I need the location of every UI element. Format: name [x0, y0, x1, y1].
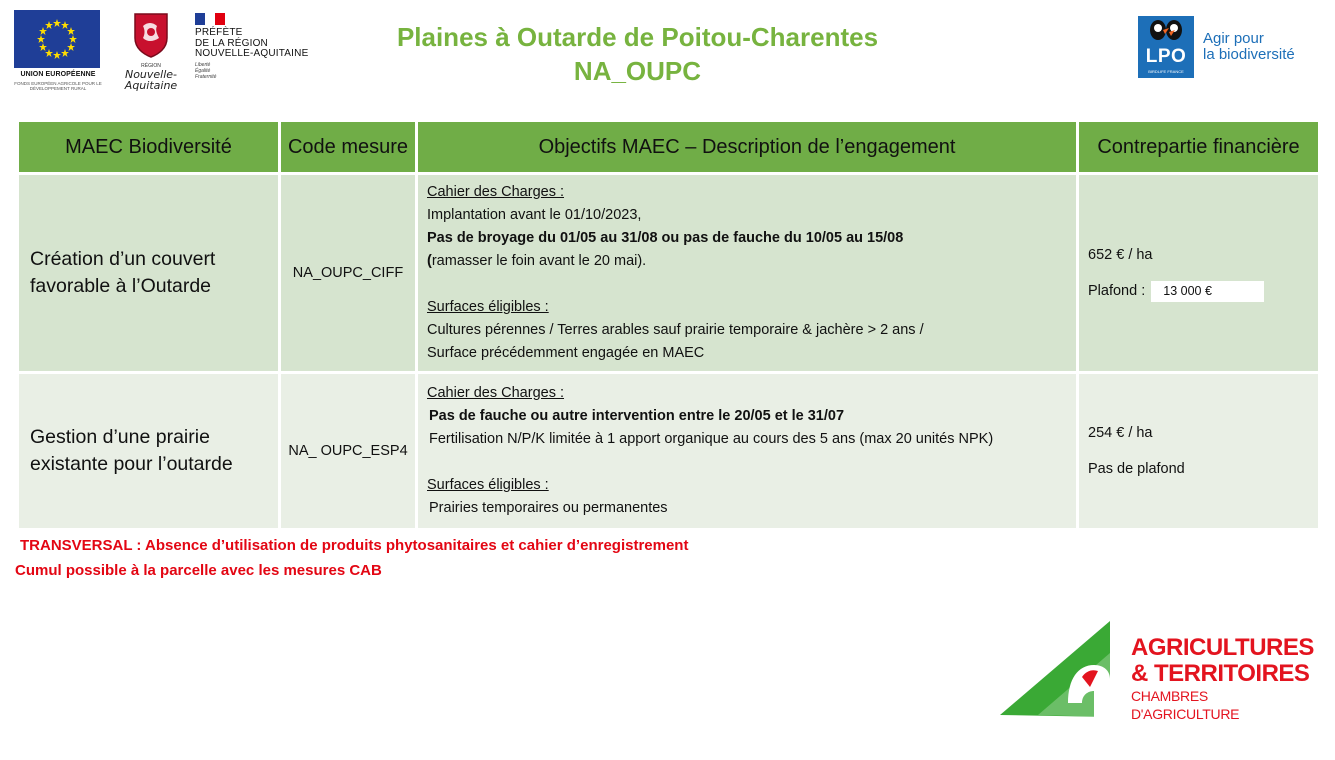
plafond-value: 13 000 €: [1151, 281, 1264, 302]
transversal-note: TRANSVERSAL : Absence d’utilisation de produits phytosanitaires et cahier d’enregistrement: [20, 537, 689, 554]
region-top-text: RÉGION: [141, 63, 161, 69]
cahier-line-bold: Pas de broyage du 01/05 au 31/08 ou pas de fauche du 10/05 au 15/08: [427, 230, 904, 246]
chambres-line1: AGRICULTURES: [1131, 634, 1314, 661]
prefecture-motto3: Fraternité: [195, 73, 217, 80]
cahier-title: Cahier des Charges :: [427, 385, 565, 401]
cahier-line-wrap: [427, 250, 1067, 273]
lpo-name: LPO: [1145, 46, 1187, 67]
cahier-paren: (: [427, 253, 432, 269]
chambres-text: [1131, 635, 1314, 723]
surfaces-title: Surfaces éligibles :: [427, 299, 549, 315]
measure-name: Création d’un couvert favorable à l’Outarde: [18, 174, 280, 373]
surfaces-line: Surface précédemment engagée en MAEC: [427, 345, 705, 361]
surfaces-line: Cultures pérennes / Terres arables sauf prairie temporaire & jachère > 2 ans /: [427, 322, 924, 338]
lpo-box: [1138, 16, 1194, 78]
cahier-title: Cahier des Charges :: [427, 184, 565, 200]
plafond-label: Plafond :: [1088, 282, 1146, 299]
surfaces-title: Surfaces éligibles :: [427, 477, 549, 493]
cahier-line: Fertilisation N/P/K limitée à 1 apport organique au cours des 5 ans (max 20 unités NPK): [429, 431, 994, 447]
chambres-a-icon: [998, 617, 1128, 721]
measure-code: NA_ OUPC_ESP4: [280, 373, 417, 530]
prefecture-logo: [195, 13, 330, 80]
measure-description: [417, 174, 1078, 373]
measure-description: [417, 373, 1078, 530]
page-title: [380, 20, 895, 88]
table-header-row: [18, 121, 1320, 174]
measure-financial: [1078, 373, 1320, 530]
table-row: [18, 174, 1320, 373]
price-value: 254 € / ha: [1088, 424, 1153, 441]
measure-name: Gestion d’une prairie existante pour l’outarde: [18, 373, 280, 530]
prefecture-line2: DE LA RÉGION: [195, 37, 268, 49]
eu-subtitle: FONDS EUROPÉEN AGRICOLE POUR LE DÉVELOPPEMENT RURAL: [14, 81, 102, 91]
header-objectifs: Objectifs MAEC – Description de l’engagement: [417, 121, 1078, 174]
page-title-line1: Plaines à Outarde de Poitou-Charentes: [396, 22, 879, 52]
surfaces-line: Prairies temporaires ou permanentes: [429, 500, 668, 516]
lpo-tagline-line2: la biodiversité: [1203, 46, 1295, 63]
lpo-logo: [1138, 16, 1295, 78]
region-logo: [121, 12, 181, 91]
measure-financial: [1078, 174, 1320, 373]
plafond-row: [1088, 280, 1309, 303]
table-row: [18, 373, 1320, 530]
cahier-line: Implantation avant le 01/10/2023,: [427, 207, 642, 223]
lpo-subtitle: BIRDLIFE FRANCE: [1148, 69, 1184, 74]
eu-flag-icon: [14, 10, 100, 68]
eu-title: UNION EUROPÉENNE: [20, 71, 96, 78]
prefecture-motto1: Liberté: [195, 61, 211, 68]
region-name-line1: Nouvelle-: [124, 68, 178, 81]
page-title-line2: NA_OUPC: [573, 56, 702, 86]
prefecture-line1: PRÉFÈTE: [195, 27, 243, 38]
header-contrepartie: Contrepartie financière: [1078, 121, 1320, 174]
prefecture-line3: NOUVELLE-AQUITAINE: [195, 48, 309, 59]
plafond-text: Pas de plafond: [1088, 460, 1185, 477]
marianne-flag-icon: [195, 13, 225, 25]
cahier-line: ramasser le foin avant le 20 mai).: [431, 253, 647, 269]
maec-table: [16, 119, 1321, 531]
price-value: 652 € / ha: [1088, 246, 1153, 263]
prefecture-motto2: Égalité: [195, 67, 211, 74]
chambres-line2: & TERRITOIRES: [1131, 660, 1310, 687]
cumul-note: Cumul possible à la parcelle avec les mesures CAB: [15, 562, 382, 579]
header-maec-biodiversite: MAEC Biodiversité: [18, 121, 280, 174]
eu-logo: [14, 10, 102, 91]
header-code-mesure: Code mesure: [280, 121, 417, 174]
measure-code: NA_OUPC_CIFF: [280, 174, 417, 373]
region-name-line2: Aquitaine: [124, 79, 178, 92]
region-shield-icon: [131, 12, 171, 58]
chambres-logo: [998, 617, 1314, 722]
cahier-line-bold: Pas de fauche ou autre intervention entre le 20/05 et le 31/07: [429, 408, 845, 424]
lpo-tagline: [1203, 31, 1295, 63]
puffin-icon: [1138, 16, 1194, 50]
chambres-line3: CHAMBRES D'AGRICULTURE: [1131, 688, 1240, 722]
lpo-tagline-line1: Agir pour: [1203, 30, 1264, 47]
